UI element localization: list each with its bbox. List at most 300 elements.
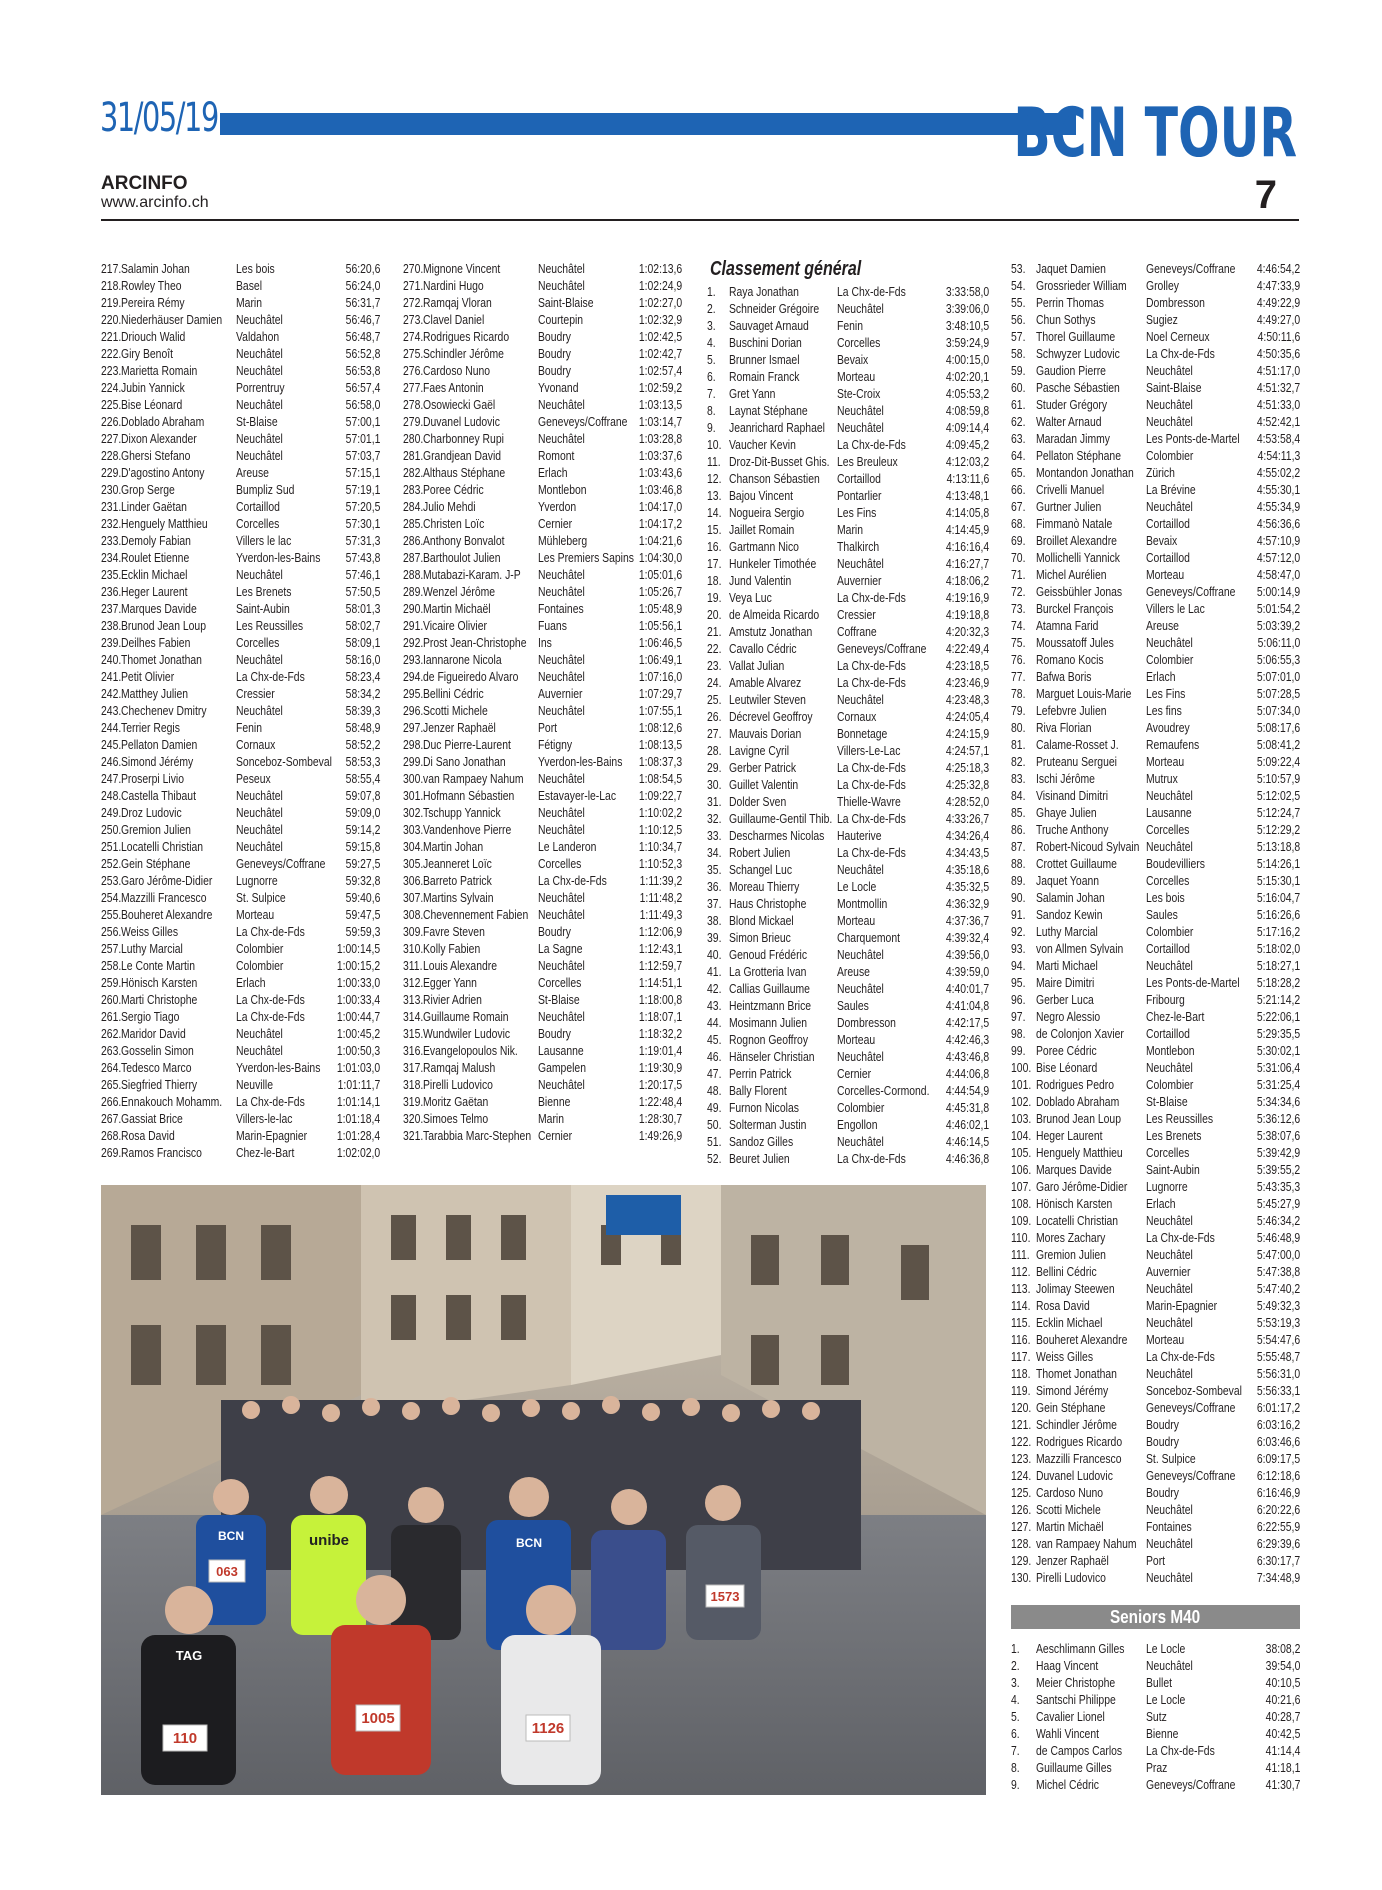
result-row [1011,1708,1300,1725]
runner-city: Lausanne [1146,805,1192,820]
result-row [1011,1178,1300,1195]
result-row [101,1093,380,1110]
result-rank: 239. [101,635,122,650]
result-row [403,498,682,515]
runner-time: 1:08:12,6 [638,720,682,735]
runner-time: 58:16,0 [345,652,380,667]
result-rank: 234. [101,550,122,565]
runner-name: Marti Michael [1036,958,1098,973]
result-row [707,861,989,878]
runner-time: 41:14,4 [1265,1743,1300,1758]
runner-name: Marques Davide [121,601,197,616]
runner-city: Les Premiers Sapins [538,550,634,565]
runner-time: 1:28:30,7 [638,1111,682,1126]
runner-name: Leutwiler Steven [729,692,806,707]
runner-city: Neuchâtel [236,788,283,803]
result-rank: 218. [101,278,122,293]
result-rank: 309. [403,924,424,939]
runner-city: Boudry [1146,1485,1179,1500]
result-row [403,600,682,617]
runner-name: Rosa David [1036,1298,1090,1313]
runner-time: 5:54:47,6 [1256,1332,1300,1347]
runner-name: Raya Jonathan [729,284,799,299]
result-rank: 283. [403,482,424,497]
result-row [403,379,682,396]
runner-name: Sandoz Gilles [729,1134,794,1149]
result-row [1011,1314,1300,1331]
result-row [101,923,380,940]
result-rank: 6. [707,369,716,384]
runner-name: Grop Serge [121,482,175,497]
result-row [101,277,380,294]
result-row [403,515,682,532]
result-rank: 41. [707,964,722,979]
result-row [1011,855,1300,872]
runner-city: Erlach [1146,669,1176,684]
runner-city: Saint-Blaise [538,295,594,310]
result-rank: 65. [1011,465,1026,480]
result-rank: 225. [101,397,122,412]
runner-city: Neuchâtel [538,669,585,684]
result-rank: 70. [1011,550,1026,565]
runner-city: Corcelles [1146,873,1190,888]
runner-city: Neuchâtel [837,692,884,707]
runner-time: 57:15,1 [345,465,380,480]
runner-name: Thorel Guillaume [1036,329,1116,344]
result-row [1011,1450,1300,1467]
runner-name: van Rampaey Nahum [423,771,524,786]
runner-name: Pellaton Damien [121,737,198,752]
runner-city: Bullet [1146,1675,1173,1690]
runner-name: Chechenev Dmitry [121,703,207,718]
runner-time: 56:53,8 [345,363,380,378]
result-row [1011,787,1300,804]
result-row [1011,1674,1300,1691]
runner-city: Colombier [1146,448,1194,463]
runner-city: Saint-Aubin [1146,1162,1200,1177]
result-rank: 24. [707,675,722,690]
runner-time: 38:08,2 [1265,1641,1300,1656]
result-row [1011,1110,1300,1127]
runner-time: 5:06:55,3 [1256,652,1300,667]
runner-time: 57:43,8 [345,550,380,565]
runner-city: Neuchâtel [538,703,585,718]
result-row [403,532,682,549]
runner-city: Boudry [538,329,571,344]
runner-city: Neuchâtel [837,1134,884,1149]
result-rank: 233. [101,533,122,548]
result-rank: 297. [403,720,424,735]
runner-city: Neuchâtel [1146,499,1193,514]
result-row [1011,974,1300,991]
runner-time: 5:09:22,4 [1256,754,1300,769]
runner-name: Simond Jérémy [1036,1383,1109,1398]
runner-name: de Campos Carlos [1036,1743,1123,1758]
runner-time: 5:56:33,1 [1256,1383,1300,1398]
runner-time: 1:11:48,2 [639,890,682,905]
runner-city: St-Blaise [1146,1094,1188,1109]
runner-name: Petit Olivier [121,669,175,684]
runner-city: Neuchâtel [236,448,283,463]
result-row [101,1042,380,1059]
result-rank: 274. [403,329,424,344]
runner-time: 41:18,1 [1265,1760,1300,1775]
runner-name: Hofmann Sébastien [423,788,515,803]
result-row [1011,617,1300,634]
runner-city: Thalkirch [837,539,880,554]
runner-time: 1:01:18,4 [336,1111,380,1126]
result-row [707,1082,989,1099]
runner-city: Erlach [538,465,568,480]
runner-time: 4:44:54,9 [945,1083,989,1098]
result-rank: 217. [101,261,122,276]
result-row [707,402,989,419]
runner-name: Bise Léonard [121,397,183,412]
runner-city: Les Fins [1146,686,1186,701]
runner-time: 4:58:47,0 [1256,567,1300,582]
runner-time: 5:45:27,9 [1256,1196,1300,1211]
runner-city: Cortaillod [1146,1026,1190,1041]
runner-name: Gurtner Julien [1036,499,1102,514]
result-rank: 226. [101,414,122,429]
runner-city: La Chx-de-Fds [236,992,305,1007]
result-row [707,317,989,334]
runner-time: 58:23,4 [345,669,380,684]
result-row [1011,1093,1300,1110]
result-rank: 100. [1011,1060,1032,1075]
runner-name: Genoud Frédéric [729,947,808,962]
runner-city: Coffrane [837,624,877,639]
result-row [101,974,380,991]
runner-city: Marin [837,522,864,537]
result-rank: 126. [1011,1502,1032,1517]
result-row [1011,1725,1300,1742]
result-row [101,345,380,362]
result-row [403,328,682,345]
result-row [403,702,682,719]
result-row [707,385,989,402]
publication-website[interactable]: www.arcinfo.ch [101,194,209,211]
runner-time: 56:57,4 [345,380,380,395]
result-row [1011,464,1300,481]
runner-city: Erlach [1146,1196,1176,1211]
runner-city: St. Sulpice [236,890,286,905]
runner-name: Schwyzer Ludovic [1036,346,1120,361]
result-rank: 92. [1011,924,1026,939]
result-row [707,742,989,759]
result-rank: 114. [1011,1298,1031,1313]
runner-city: Marin-Epagnier [236,1128,308,1143]
runner-city: Sutz [1146,1709,1167,1724]
runner-name: Locatelli Christian [121,839,204,854]
issue-date: 31/05/19 [100,95,218,141]
runner-time: 56:31,7 [345,295,380,310]
result-rank: 284. [403,499,424,514]
runner-time: 5:13:18,8 [1256,839,1300,854]
runner-name: Jaillet Romain [729,522,795,537]
runner-time: 4:34:26,4 [945,828,989,843]
result-row [1011,362,1300,379]
result-rank: 257. [101,941,122,956]
runner-city: Romont [538,448,575,463]
runner-city: Neuchâtel [236,431,283,446]
result-row [403,311,682,328]
runner-name: Robert-Nicoud Sylvain [1036,839,1140,854]
result-row [1011,549,1300,566]
runner-name: Barreto Patrick [423,873,492,888]
result-row [1011,651,1300,668]
runner-city: Porrentruy [236,380,285,395]
runner-city: Cernier [837,1066,872,1081]
runner-time: 4:50:11,6 [1257,329,1300,344]
result-rank: 43. [707,998,722,1013]
result-rank: 288. [403,567,424,582]
result-rank: 237. [101,601,122,616]
runner-name: Roulet Etienne [121,550,190,565]
runner-city: Lausanne [538,1043,584,1058]
runner-name: Maradan Jimmy [1036,431,1110,446]
runner-name: Rodrigues Ricardo [1036,1434,1123,1449]
runner-city: Marin [538,1111,565,1126]
runner-time: 56:52,8 [345,346,380,361]
runner-time: 6:22:55,9 [1256,1519,1300,1534]
runner-time: 4:35:32,5 [945,879,989,894]
result-rank: 110. [1011,1230,1031,1245]
result-row [1011,1229,1300,1246]
runner-time: 4:09:45,2 [945,437,989,452]
runner-time: 5:16:04,7 [1256,890,1300,905]
result-rank: 290. [403,601,424,616]
runner-time: 59:15,8 [345,839,380,854]
result-rank: 125. [1011,1485,1032,1500]
result-row [101,753,380,770]
runner-name: Gremion Julien [1036,1247,1106,1262]
result-rank: 291. [403,618,424,633]
runner-name: Iannarone Nicola [423,652,502,667]
runner-city: Bienne [1146,1726,1179,1741]
runner-city: Cortaillod [1146,941,1190,956]
result-row [1011,736,1300,753]
runner-city: Corcelles [236,635,280,650]
runner-time: 4:23:18,5 [945,658,989,673]
runner-name: Ischi Jérôme [1036,771,1095,786]
result-row [707,674,989,691]
runner-time: 4:12:03,2 [945,454,989,469]
result-row [1011,1212,1300,1229]
result-rank: 31. [707,794,722,809]
runner-name: Décrevel Geoffroy [729,709,813,724]
result-row [403,753,682,770]
result-rank: 124. [1011,1468,1032,1483]
runner-city: Villers-le-lac [236,1111,293,1126]
runner-city: La Chx-de-Fds [837,1151,906,1166]
runner-time: 4:19:18,8 [945,607,989,622]
result-row [1011,1691,1300,1708]
result-rank: 79. [1011,703,1026,718]
runner-name: Gosselin Simon [121,1043,194,1058]
runner-city: Areuse [1146,618,1179,633]
result-row [1011,277,1300,294]
runner-time: 1:00:44,7 [336,1009,380,1024]
result-row [1011,1280,1300,1297]
runner-name: Wahli Vincent [1036,1726,1100,1741]
result-row [101,532,380,549]
runner-city: Neuchâtel [1146,958,1193,973]
result-row [101,413,380,430]
runner-time: 1:07:16,0 [638,669,682,684]
runner-time: 1:05:48,9 [638,601,682,616]
result-row [403,821,682,838]
result-rank: 246. [101,754,122,769]
result-rank: 128. [1011,1536,1032,1551]
runner-name: Rosa David [121,1128,175,1143]
runner-name: Salamin Johan [1036,890,1105,905]
result-rank: 66. [1011,482,1026,497]
runner-name: Anthony Bonvalot [423,533,505,548]
result-row [403,277,682,294]
runner-city: Neuchâtel [538,771,585,786]
result-rank: 16. [707,539,722,554]
result-rank: 303. [403,822,424,837]
runner-name: Salamin Johan [121,261,190,276]
result-rank: 248. [101,788,122,803]
runner-name: Locatelli Christian [1036,1213,1119,1228]
runner-name: Crivelli Manuel [1036,482,1105,497]
result-rank: 1. [707,284,716,299]
result-rank: 285. [403,516,424,531]
runner-time: 5:49:32,3 [1256,1298,1300,1313]
runner-name: Osowiecki Gaël [423,397,496,412]
result-row [1011,260,1300,277]
runner-city: Colombier [1146,924,1194,939]
runner-time: 57:20,5 [345,499,380,514]
runner-name: Duvanel Ludovic [423,414,500,429]
runner-time: 5:29:35,5 [1256,1026,1300,1041]
result-rank: 227. [101,431,122,446]
result-rank: 93. [1011,941,1026,956]
result-rank: 56. [1011,312,1026,327]
result-rank: 99. [1011,1043,1026,1058]
runner-name: Althaus Stéphane [423,465,506,480]
runner-time: 4:55:30,1 [1256,482,1300,497]
runner-name: Haus Christophe [729,896,807,911]
runner-city: Neuchâtel [236,312,283,327]
runner-city: Montlebon [1146,1043,1195,1058]
result-rank: 97. [1011,1009,1026,1024]
result-rank: 15. [707,522,722,537]
runner-city: Ins [538,635,552,650]
result-rank: 52. [707,1151,722,1166]
result-rank: 277. [403,380,424,395]
result-rank: 287. [403,550,424,565]
runner-city: Geneveys/Coffrane [1146,1400,1236,1415]
result-row [1011,1467,1300,1484]
race-runners-photo [101,1185,986,1795]
runner-city: La Chx-de-Fds [1146,1230,1215,1245]
result-rank: 315. [403,1026,424,1041]
result-row [101,549,380,566]
runner-city: La Chx-de-Fds [837,777,906,792]
result-rank: 300. [403,771,424,786]
runner-time: 1:01:14,1 [336,1094,380,1109]
runner-name: Sergio Tiago [121,1009,180,1024]
runner-city: Neuchâtel [538,584,585,599]
runner-time: 6:20:22,6 [1256,1502,1300,1517]
result-row [707,1014,989,1031]
runner-city: Fontaines [538,601,584,616]
result-rank: 34. [707,845,722,860]
runner-city: Neuchâtel [538,652,585,667]
result-row [707,1048,989,1065]
result-rank: 271. [403,278,424,293]
runner-name: Rowley Theo [121,278,182,293]
result-row [403,294,682,311]
result-rank: 12. [707,471,722,486]
runner-name: Christen Loïc [423,516,485,531]
runner-name: Descharmes Nicolas [729,828,825,843]
runner-name: Mazzilli Francesco [121,890,207,905]
result-rank: 1. [1011,1641,1020,1656]
runner-time: 57:03,7 [345,448,380,463]
runner-name: Gret Yann [729,386,776,401]
runner-name: Louis Alexandre [423,958,498,973]
result-rank: 251. [101,839,122,854]
runner-time: 4:51:32,7 [1256,380,1300,395]
bib-number: 110 [172,1730,198,1747]
result-row [707,776,989,793]
runner-city: Villers le Lac [1146,601,1205,616]
result-rank: 307. [403,890,424,905]
runner-name: Marietta Romain [121,363,198,378]
result-row [403,1025,682,1042]
publication-name: ARCINFO [101,173,188,194]
runner-time: 5:56:31,0 [1256,1366,1300,1381]
runner-city: Yverdon-les-Bains [236,550,321,565]
runner-city: Neuchâtel [538,805,585,820]
runner-name: Brunod Jean Loup [121,618,207,633]
runner-city: Saint-Blaise [1146,380,1202,395]
runner-name: Negro Alessio [1036,1009,1101,1024]
runner-city: La Chx-de-Fds [1146,1743,1215,1758]
result-rank: 228. [101,448,122,463]
runner-name: Tarabbia Marc-Stephen [423,1128,532,1143]
result-row [101,1076,380,1093]
runner-name: Martin Michaël [423,601,491,616]
runner-name: Deilhes Fabien [121,635,191,650]
runner-time: 1:18:32,2 [638,1026,682,1041]
runner-city: Neuchâtel [538,890,585,905]
runner-name: Droz-Dit-Busset Ghis. [729,454,830,469]
runner-city: Engollon [837,1117,878,1132]
result-row [101,583,380,600]
runner-city: Neuchâtel [236,346,283,361]
runner-city: Les bois [1146,890,1185,905]
result-rank: 286. [403,533,424,548]
runner-name: Callias Guillaume [729,981,810,996]
runner-time: 1:22:48,4 [638,1094,682,1109]
runner-name: Garo Jérôme-Didier [121,873,213,888]
result-rank: 259. [101,975,122,990]
runner-time: 1:10:02,2 [638,805,682,820]
runner-city: Neuchâtel [1146,1658,1193,1673]
result-row [403,906,682,923]
runner-city: Fenin [236,720,263,735]
runner-time: 1:02:13,6 [638,261,682,276]
result-row [707,725,989,742]
runner-city: Areuse [837,964,870,979]
runner-city: Boudry [538,1026,571,1041]
runner-city: Geneveys/Coffrane [1146,584,1236,599]
